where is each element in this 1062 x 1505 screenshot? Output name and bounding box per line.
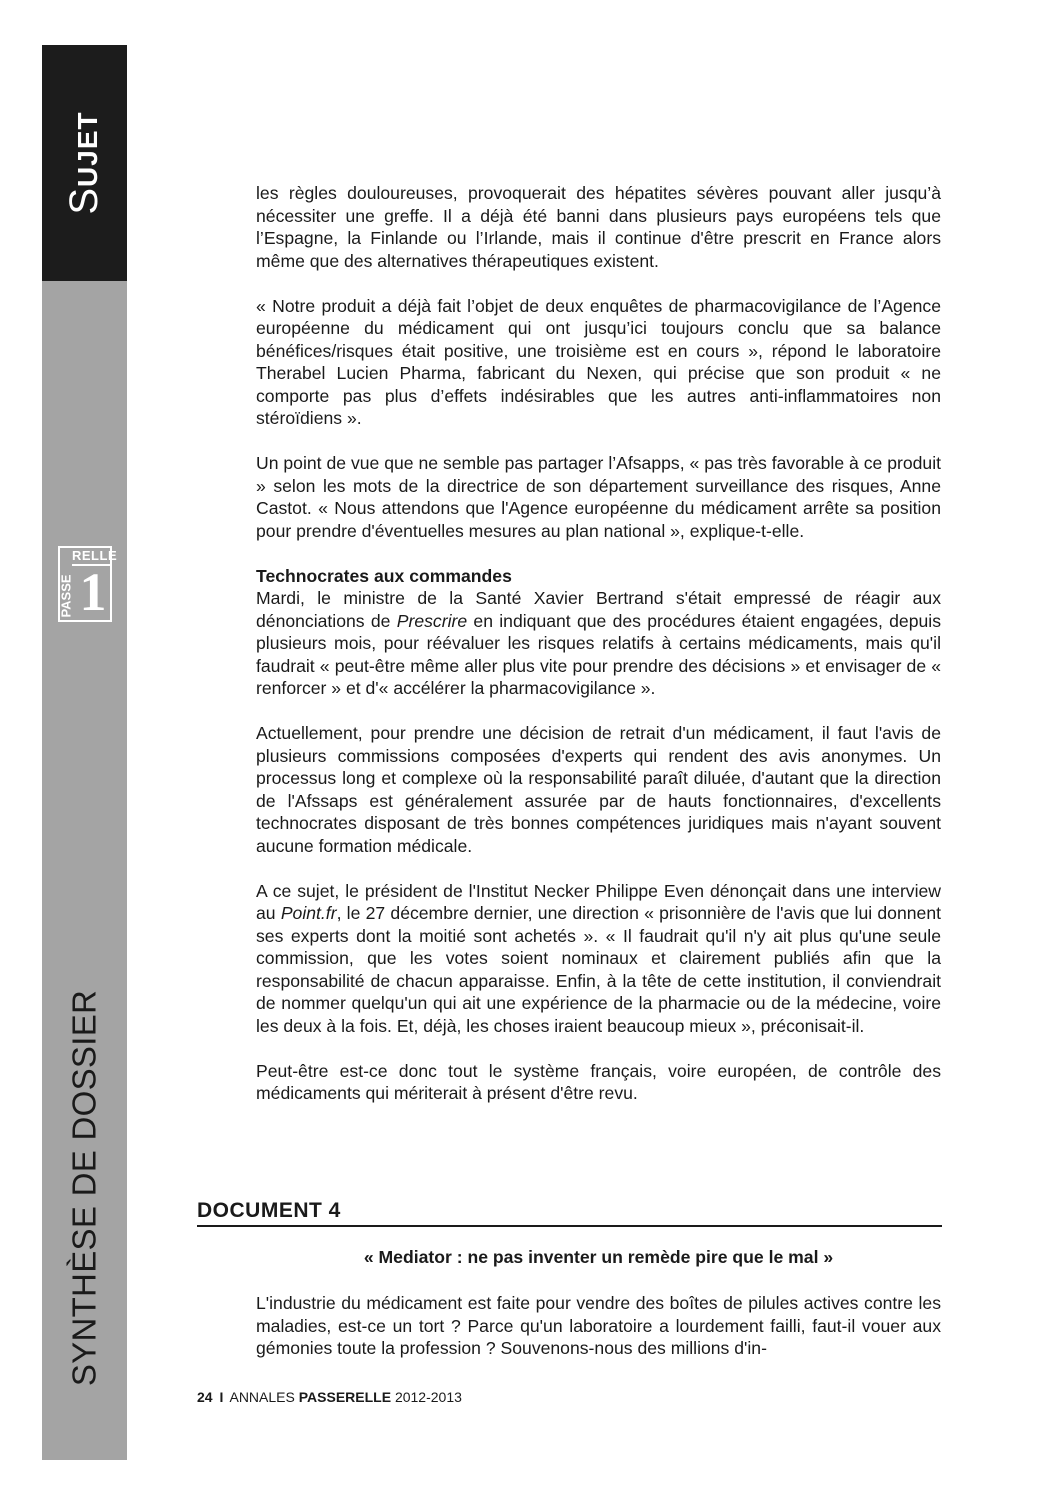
document-header xyxy=(197,1199,942,1227)
section-heading: Technocrates aux commandes xyxy=(256,565,512,586)
footer-brand: PASSERELLE xyxy=(298,1389,392,1405)
document-title: DOCUMENT 4 xyxy=(197,1199,341,1222)
logo-number: 1 xyxy=(79,562,107,622)
page-footer xyxy=(197,1388,462,1406)
publication-name: Point.fr xyxy=(280,903,337,923)
footer-years: 2012-2013 xyxy=(394,1389,462,1405)
text-run: Mardi, le ministre de la Santé Xavier Bertrand s'était empressé de réagir aux dénonciations de xyxy=(256,588,941,631)
logo-top-text: RELLE xyxy=(72,548,118,563)
text-run: , le 27 décembre dernier, une direction « prisonnière de l'avis que lui donnent ses experts dont la moitié sont achetés ». « Il faudrait qu'il n'y ait plus qu'une seule commission, que les votes soient nominaux et clairement publiés afin que la responsabilité de chacun apparaisse. Enfin, à la tête de cette institution, il conviendrait de nommer quelqu'un qui ait une expérience de la pharmacie ou de la médecine, voire les deux à la fois. Et, déjà, les choses iraient beaucoup mieux », préconisait-il. xyxy=(256,903,941,1036)
publication-name: Prescrire xyxy=(396,610,468,631)
paragraph: « Notre produit a déjà fait l’objet de deux enquêtes de pharmacovigilance de l’Agence européenne du médicament qui ont jusqu’ici toujours conclu que sa balance bénéfices/risques était positive, une troisième est en cours », répond le laboratoire Therabel Lucien Pharma, fabricant du Nexen, qui précise que son produit « ne comporte pas plus d’effets indésirables que les autres anti-inflammatoires non stéroïdiens ». xyxy=(256,295,941,428)
text-run: A ce sujet, le président de l'Institut Necker Philippe Even dénonçait dans une interview au xyxy=(256,880,941,923)
footer-separator: I xyxy=(219,1389,224,1405)
document-paragraph: L'industrie du médicament est faite pour vendre des boîtes de pilules actives contre les maladies, est-ce un tort ? Parce qu'un laboratoire a lourdement failli, faut-il vouer aux gémonies toute la profession ? Souvenons-nous des millions d'in- xyxy=(256,1293,941,1358)
section-label-cap: S xyxy=(62,186,106,215)
paragraph: Actuellement, pour prendre une décision de retrait d'un médicament, il faut l'avis de plusieurs commissions composées d'experts qui rendent des avis anonymes. Un processus long et complexe où la responsabilité paraît diluée, d'autant que la direction de l'Afssaps est généralement assurée par de hauts fonctionnaires, d'excellents technocrates disposant de très bonnes compétences juridiques mais n'ayant souvent aucune formation médicale. xyxy=(256,723,941,856)
section-label-rest: UJET xyxy=(72,111,103,187)
passerelle-logo xyxy=(58,546,118,622)
paragraph: Un point de vue que ne semble pas partager l’Afsapps, « pas très favorable à ce produit » selon les mots de la directrice de son département surveillance des risques, Anne Castot. « Nous attendons que l'Agence européenne du médicament arrête sa position pour prendre d'éventuelles mesures au plan national », explique-t-elle. xyxy=(256,453,941,541)
page-number: 24 xyxy=(197,1389,213,1405)
footer-annales: ANNALES xyxy=(229,1389,295,1405)
vertical-title: SYNTHÈSE DE DOSSIER xyxy=(65,989,103,1387)
document-subtitle: « Mediator : ne pas inventer un remède pire que le mal » xyxy=(363,1247,834,1267)
paragraph xyxy=(256,880,941,1038)
paragraph xyxy=(256,587,941,700)
text-run: en indiquant que des procédures étaient engagées, depuis plusieurs mois, pour réévaluer les risques relatifs à certains médicaments, mais qu'il faudrait « peut-être même aller plus vite pour prendre des décisions » et envisager de « renforcer » et d'« accélérer la pharmacovigilance ». xyxy=(256,610,941,698)
section-label xyxy=(64,111,104,214)
paragraph: les règles douloureuses, provoquerait des hépatites sévères pouvant aller jusqu’à nécessiter une greffe. Il a déjà été banni dans plusieurs pays européens tels que l’Espagne, la Finlande ou l’Irlande, mais il continue d'être prescrit en France alors même que des alternatives thérapeutiques existent. xyxy=(256,183,941,271)
paragraph: Peut-être est-ce donc tout le système français, voire européen, de contrôle des médicaments qui mériterait à présent d'être revu. xyxy=(256,1060,941,1103)
logo-side-text: PASSE xyxy=(58,574,74,618)
article-body xyxy=(256,182,941,1127)
